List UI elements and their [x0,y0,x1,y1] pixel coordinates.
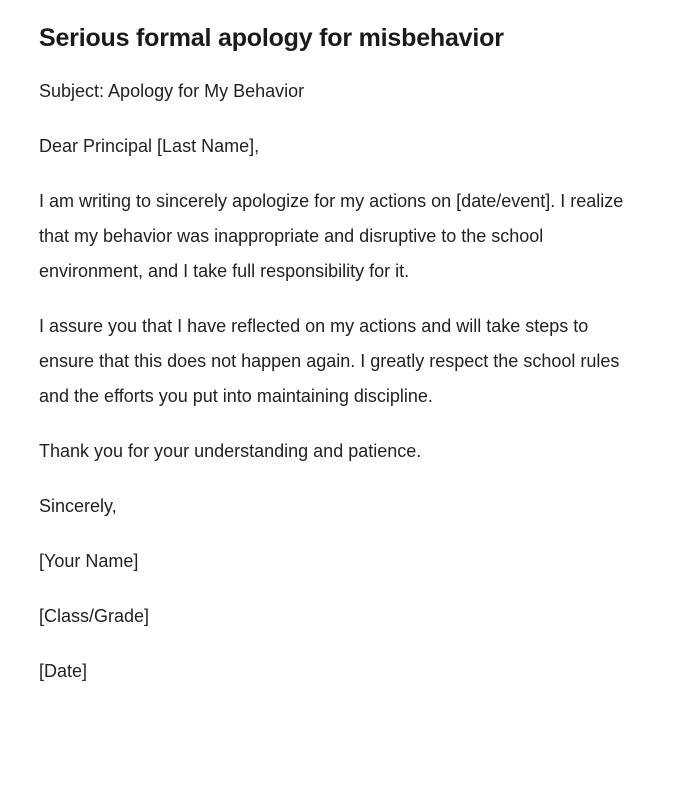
body-paragraph-2: I assure you that I have reflected on my actions and will take steps to ensure that this does not happen again. I greatly respect the school rules and the efforts you put into maintaining discipline. [39,315,620,406]
salutation: Dear Principal [Last Name], [39,135,260,156]
body-paragraph-1: I am writing to sincerely apologize for my actions on [date/event]. I realize that my behavior was inappropriate and disruptive to the school environment, and I take full responsibility for it. [39,190,624,281]
valediction: Sincerely, [39,495,117,516]
subject-line: Subject: Apology for My Behavior [39,80,305,101]
page-title: Serious formal apology for misbehavior [39,24,504,52]
closing-thanks: Thank you for your understanding and patience. [39,440,422,461]
signature-name: [Your Name] [39,550,139,571]
signature-class-grade: [Class/Grade] [39,605,150,626]
signature-date: [Date] [39,660,88,681]
